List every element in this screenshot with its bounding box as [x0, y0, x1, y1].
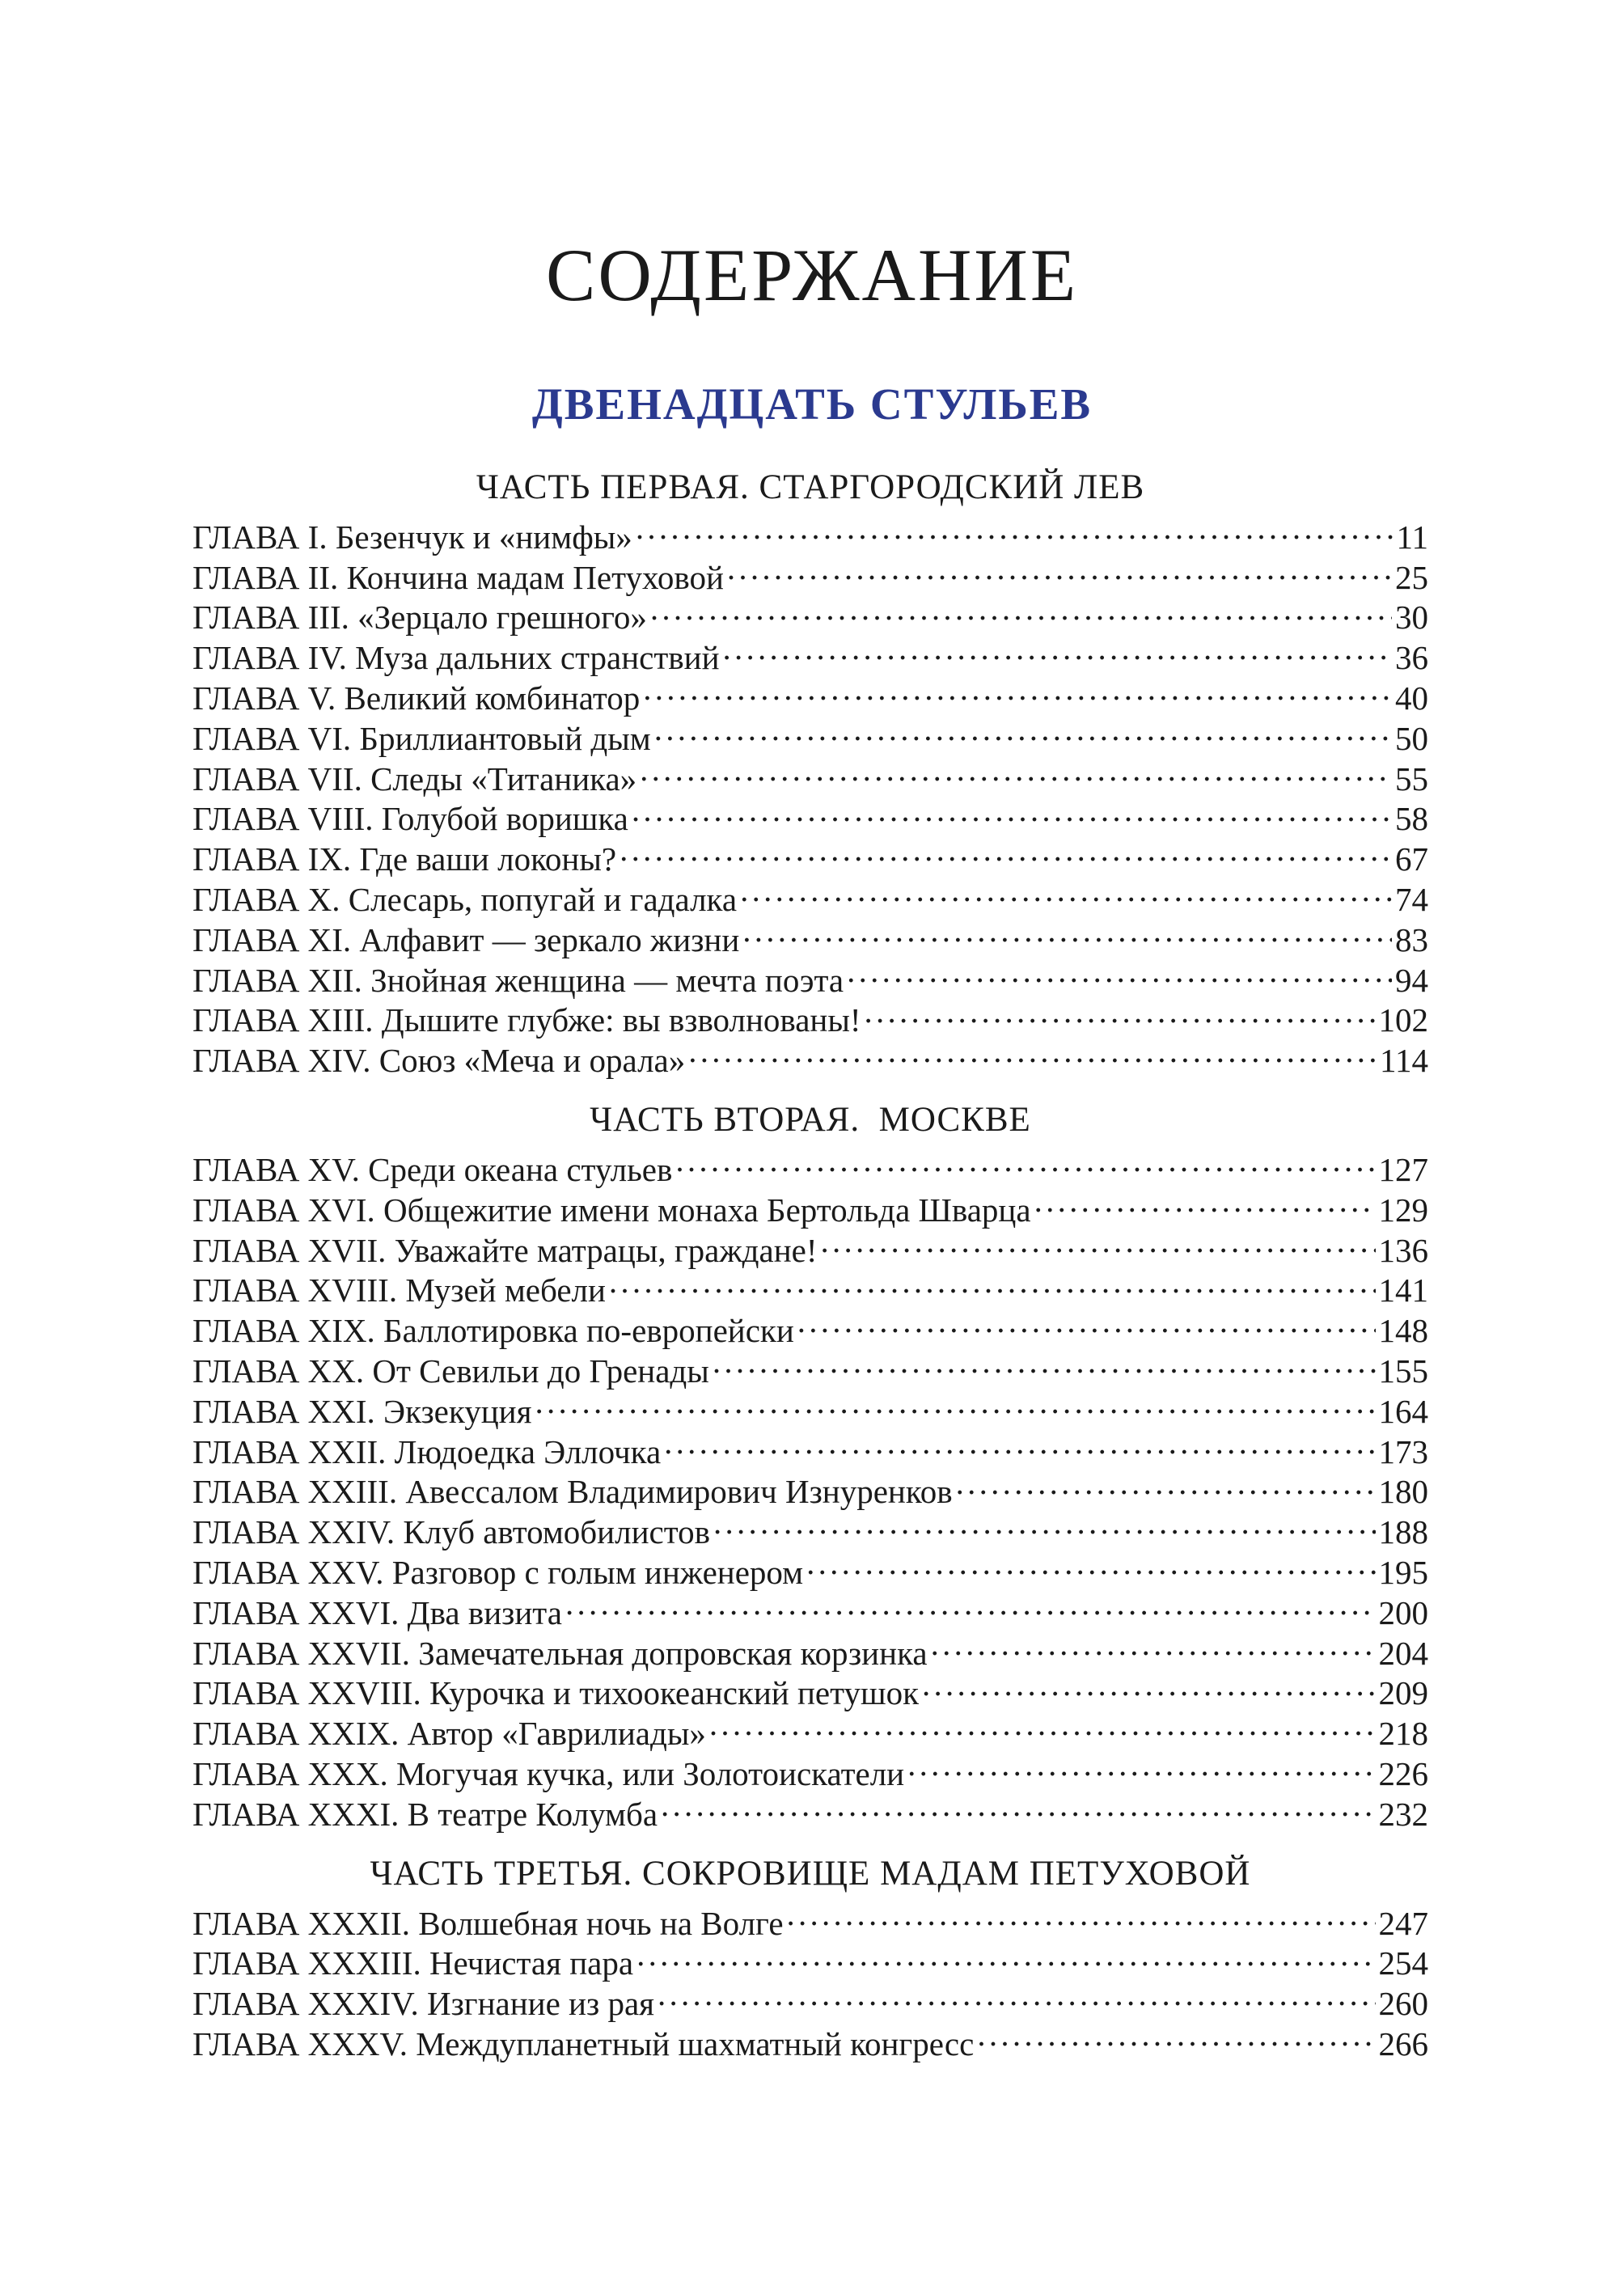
chapter-title: ГЛАВА XXXIII. Нечистая пара [192, 1944, 634, 1982]
page-number: 102 [1378, 1001, 1428, 1039]
page-number: 155 [1378, 1352, 1428, 1390]
dot-leader [784, 1894, 1376, 1935]
page-number: 200 [1378, 1593, 1428, 1631]
page-number: 67 [1395, 840, 1428, 878]
page-number: 36 [1395, 639, 1428, 677]
toc-entry[interactable] [192, 508, 1428, 556]
dot-leader [636, 750, 1392, 790]
page-number: 141 [1378, 1271, 1428, 1309]
dot-leader [658, 1785, 1375, 1826]
page-number: 50 [1395, 719, 1428, 757]
page-number: 188 [1378, 1513, 1428, 1551]
chapter-title: ГЛАВА XXIV. Клуб автомобилистов [192, 1513, 710, 1551]
chapter-title: ГЛАВА XXXV. Междупланетный шахматный конгресс [192, 2024, 975, 2062]
table-of-contents [192, 467, 1428, 2062]
dot-leader [647, 589, 1392, 629]
page-number: 164 [1378, 1392, 1428, 1430]
chapter-title: ГЛАВА XII. Знойная женщина — мечта поэта [192, 961, 844, 999]
chapter-title: ГЛАВА XXVI. Два визита [192, 1593, 562, 1631]
page-number: 260 [1378, 1985, 1428, 2023]
chapter-title: ГЛАВА XI. Алфавит — зеркало жизни [192, 920, 740, 958]
toc-entry[interactable] [192, 1894, 1428, 1942]
dot-leader [654, 1974, 1376, 2015]
dot-leader [953, 1463, 1376, 1504]
chapter-title: ГЛАВА XVII. Уважайте матрацы, граждане! [192, 1231, 818, 1269]
dot-leader [818, 1221, 1376, 1262]
page-number: 232 [1378, 1795, 1428, 1833]
page-number: 129 [1378, 1191, 1428, 1229]
dot-leader [706, 1704, 1376, 1745]
chapter-title: ГЛАВА XXIII. Авессалом Владимирович Изнуренков [192, 1473, 953, 1511]
dot-leader [606, 1262, 1376, 1302]
toc-entry[interactable] [192, 1140, 1428, 1188]
dot-leader [844, 951, 1392, 992]
page-number: 218 [1378, 1715, 1428, 1753]
part-title: ЧАСТЬ ПЕРВАЯ. СТАРГОРОДСКИЙ ЛЕВ [476, 468, 1145, 506]
chapter-title: ГЛАВА XXXII. Волшебная ночь на Волге [192, 1904, 784, 1942]
chapter-title: ГЛАВА XXI. Экзекуция [192, 1392, 532, 1430]
dot-leader [640, 669, 1392, 709]
chapter-title: ГЛАВА XXIX. Автор «Гаврилиады» [192, 1715, 706, 1753]
dot-leader [709, 1342, 1376, 1382]
toc-part [192, 1854, 1428, 2062]
page-number: 136 [1378, 1231, 1428, 1269]
chapter-title: ГЛАВА XVIII. Музей мебели [192, 1271, 606, 1309]
dot-leader [739, 911, 1392, 951]
part-title: ЧАСТЬ ТРЕТЬЯ. СОКРОВИЩЕ МАДАМ ПЕТУХОВОЙ [370, 1854, 1251, 1893]
page-number: 204 [1378, 1634, 1428, 1672]
page-number: 30 [1395, 599, 1428, 637]
dot-leader [737, 870, 1392, 911]
page-number: 83 [1395, 920, 1428, 958]
page-number: 58 [1395, 800, 1428, 838]
chapter-title: ГЛАВА XX. От Севильи до Гренады [192, 1352, 709, 1390]
dot-leader [531, 1382, 1375, 1423]
page-number: 173 [1378, 1432, 1428, 1470]
page-number: 127 [1378, 1150, 1428, 1188]
chapter-title: ГЛАВА VII. Следы «Титаника» [192, 759, 637, 797]
chapter-title: ГЛАВА I. Безенчук и «нимфы» [192, 518, 632, 556]
chapter-title: ГЛАВА II. Кончина мадам Петуховой [192, 558, 724, 596]
chapter-title: ГЛАВА IX. Где ваши локоны? [192, 840, 617, 878]
dot-leader [632, 508, 1394, 548]
page-number: 254 [1378, 1944, 1428, 1982]
page-number: 11 [1396, 518, 1428, 556]
toc-part [192, 467, 1428, 1080]
page-number: 148 [1378, 1312, 1428, 1350]
page-number: 209 [1378, 1674, 1428, 1712]
chapter-title: ГЛАВА V. Великий комбинатор [192, 679, 641, 717]
dot-leader [720, 628, 1392, 669]
chapter-title: ГЛАВА XXXI. В театре Колумба [192, 1795, 658, 1833]
page-number: 55 [1395, 759, 1428, 797]
dot-leader [661, 1423, 1375, 1463]
chapter-title: ГЛАВА X. Слесарь, попугай и гадалка [192, 880, 738, 918]
dot-leader [724, 548, 1392, 589]
chapter-title: ГЛАВА XXXIV. Изгнание из рая [192, 1985, 654, 2023]
dot-leader [710, 1503, 1376, 1543]
chapter-title: ГЛАВА XVI. Общежитие имени монаха Бертольда Шварца [192, 1191, 1031, 1229]
dot-leader [974, 2015, 1375, 2055]
page-number: 266 [1378, 2024, 1428, 2062]
dot-leader [633, 1935, 1375, 1975]
page-number: 25 [1395, 558, 1428, 596]
chapter-title: ГЛАВА XIX. Баллотировка по-европейски [192, 1312, 794, 1350]
chapter-title: ГЛАВА XIV. Союз «Меча и орала» [192, 1042, 686, 1080]
dot-leader [685, 1031, 1377, 1072]
chapter-title: ГЛАВА XV. Среди океана стульев [192, 1150, 673, 1188]
page-number: 226 [1378, 1754, 1428, 1792]
page-number: 247 [1378, 1904, 1428, 1942]
page-number: 180 [1378, 1473, 1428, 1511]
dot-leader [672, 1140, 1375, 1181]
dot-leader [794, 1301, 1376, 1342]
dot-leader [562, 1584, 1376, 1624]
chapter-title: ГЛАВА XXII. Людоедка Эллочка [192, 1432, 662, 1470]
chapter-title: ГЛАВА VIII. Голубой воришка [192, 800, 628, 838]
dot-leader [803, 1543, 1375, 1584]
chapter-title: ГЛАВА XXVIII. Курочка и тихоокеанский петушок [192, 1674, 919, 1712]
chapter-title: ГЛАВА VI. Бриллиантовый дым [192, 719, 651, 757]
chapter-title: ГЛАВА XXX. Могучая кучка, или Золотоискатели [192, 1754, 905, 1792]
page-number: 195 [1378, 1553, 1428, 1591]
chapter-title: ГЛАВА XXVII. Замечательная допровская корзинка [192, 1634, 928, 1672]
chapter-title: ГЛАВА III. «Зерцало грешного» [192, 599, 647, 637]
chapter-title: ГЛАВА XIII. Дышите глубже: вы взволнованы! [192, 1001, 861, 1039]
dot-leader [904, 1745, 1375, 1785]
dot-leader [928, 1624, 1376, 1665]
page-number: 74 [1395, 880, 1428, 918]
dot-leader [628, 790, 1392, 831]
dot-leader [651, 709, 1392, 750]
page-number: 114 [1380, 1042, 1428, 1080]
dot-leader [919, 1665, 1376, 1705]
page-title: СОДЕРЖАНИЕ [545, 233, 1079, 316]
book-title: ДВЕНАДЦАТЬ СТУЛЬЕВ [531, 379, 1093, 429]
dot-leader [861, 992, 1376, 1032]
dot-leader [616, 830, 1392, 870]
chapter-title: ГЛАВА IV. Муза дальних странствий [192, 639, 720, 677]
page-number: 94 [1395, 961, 1428, 999]
toc-part [192, 1100, 1428, 1833]
page-number: 40 [1395, 679, 1428, 717]
part-title: ЧАСТЬ ВТОРАЯ. МОСКВЕ [590, 1101, 1031, 1140]
dot-leader [1031, 1181, 1376, 1221]
chapter-title: ГЛАВА XXV. Разговор с голым инженером [192, 1553, 804, 1591]
